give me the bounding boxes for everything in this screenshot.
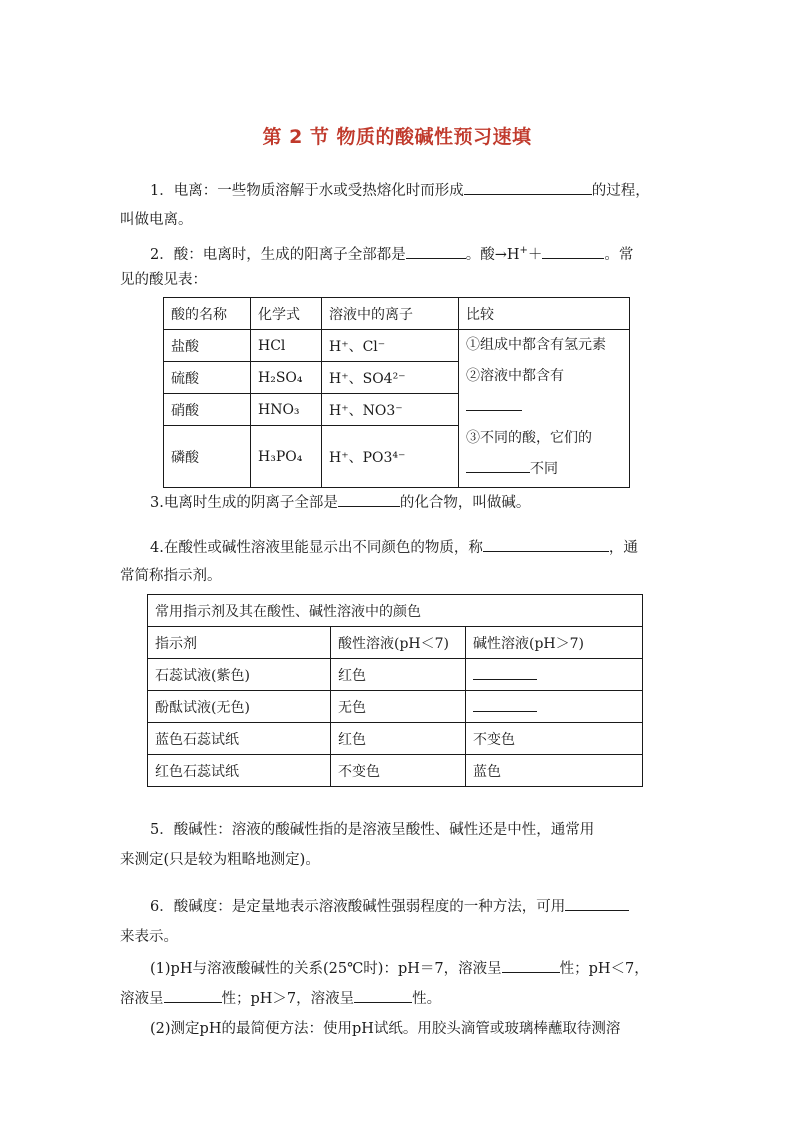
header-cell: 碱性溶液(pH＞7): [466, 627, 643, 659]
acid-color: 不变色: [331, 755, 466, 787]
indicator-name: 酚酞试液(无色): [148, 691, 331, 723]
q2-line2: 见的酸见表：: [120, 272, 207, 288]
q1-line2: 叫做电离。: [120, 212, 193, 228]
q6-s1-blank-2[interactable]: [164, 988, 222, 1003]
indicator-name: 蓝色石蕊试纸: [148, 723, 331, 755]
q2-blank-2[interactable]: [542, 244, 604, 259]
q4-text-a: 4.在酸性或碱性溶液里能显示出不同颜色的物质，称: [150, 540, 483, 556]
acid-ions: H⁺、Cl⁻: [322, 330, 459, 362]
acid-formula: HNO₃: [251, 394, 322, 426]
acid-formula: HCl: [251, 330, 322, 362]
indicator-name: 石蕊试液(紫色): [148, 659, 331, 691]
plus-sign: +: [519, 245, 528, 256]
header-cell: 溶液中的离子: [322, 298, 459, 330]
q6-line2: 来表示。: [120, 929, 178, 945]
acid-ions: H⁺、SO4²⁻: [322, 362, 459, 394]
acid-ions: H⁺、PO3⁴⁻: [322, 426, 459, 488]
base-color-blank-1[interactable]: [473, 665, 537, 680]
acid-table: [163, 297, 630, 488]
acid-name: 磷酸: [164, 426, 251, 488]
q6-text-a: 6．酸碱度：是定量地表示溶液酸碱性强弱程度的一种方法，可用: [150, 899, 566, 915]
compare-line-4-row: [466, 454, 622, 485]
q4-blank[interactable]: [483, 537, 609, 552]
compare-blank-row: [466, 392, 622, 423]
acid-color: 红色: [331, 659, 466, 691]
base-color-blank-2[interactable]: [473, 697, 537, 712]
header-cell: 比较: [459, 298, 630, 330]
q2-text-d: 。常: [604, 246, 634, 263]
compare-cell: [459, 330, 630, 488]
compare-line-2: ②溶液中都含有: [466, 368, 564, 384]
q1-text-b: 的过程，: [591, 183, 650, 199]
compare-line-3: ③不同的酸，它们的: [466, 430, 592, 446]
acid-formula: H₂SO₄: [251, 362, 322, 394]
q6-s1-text-c: 溶液呈: [120, 991, 164, 1007]
table-caption-row: [148, 595, 643, 627]
table-row: [148, 691, 643, 723]
q6-line1: [150, 896, 680, 917]
q6-s1-blank-1[interactable]: [502, 958, 560, 973]
q3-text-b: 的化合物，叫做碱。: [399, 495, 531, 511]
q2-blank-1[interactable]: [406, 244, 466, 259]
page-title: 第 2 节 物质的酸碱性预习速填: [262, 126, 532, 148]
header-cell: 指示剂: [148, 627, 331, 659]
q4-line2: 常简称指示剂。: [120, 568, 222, 584]
acid-color: 红色: [331, 723, 466, 755]
q3-text-a: 3.电离时生成的阴离子全部是: [150, 495, 338, 511]
q6-s1-text-b: 性；pH＜7，: [559, 961, 649, 977]
acid-color: 无色: [331, 691, 466, 723]
q4-line1: [150, 537, 680, 558]
acid-name: 硫酸: [164, 362, 251, 394]
compare-line-4: 不同: [530, 461, 558, 477]
q1-line1: [150, 180, 680, 201]
q2-text-c: ＋: [527, 246, 543, 263]
table-row: [148, 723, 643, 755]
base-color-cell: [466, 691, 643, 723]
acid-name: 硝酸: [164, 394, 251, 426]
table-caption: 常用指示剂及其在酸性、碱性溶液中的颜色: [148, 595, 643, 627]
q6-s1-text-a: (1)pH与溶液酸碱性的关系(25℃时)：pH＝7，溶液呈: [150, 961, 502, 977]
table-row: [148, 755, 643, 787]
compare-blank-1[interactable]: [466, 396, 522, 411]
q1-text-a: 1．电离：一些物质溶解于水或受热熔化时而形成: [150, 183, 464, 199]
q6-s1-blank-3[interactable]: [354, 988, 412, 1003]
q2-text-a: 2．酸：电离时，生成的阳离子全部都是: [150, 246, 406, 263]
q5-line1: 5．酸碱性：溶液的酸碱性指的是溶液呈酸性、碱性还是中性，通常用: [150, 822, 595, 838]
q2-line1: [150, 241, 680, 265]
acid-name: 盐酸: [164, 330, 251, 362]
q6-sub1-line1: [150, 958, 680, 979]
q6-s1-text-e: 性。: [412, 991, 442, 1007]
q6-sub1-line2: [120, 988, 680, 1009]
q4-text-b: ，通: [608, 540, 638, 556]
indicator-name: 红色石蕊试纸: [148, 755, 331, 787]
base-color-cell: [466, 659, 643, 691]
q2-text-b: 。酸→H: [465, 246, 520, 263]
q6-sub2-line1: (2)测定pH的最简便方法：使用pH试纸。用胶头滴管或玻璃棒蘸取待测溶: [150, 1021, 621, 1037]
compare-blank-2[interactable]: [466, 458, 530, 473]
table-row: [164, 330, 630, 362]
q5-line2: 来测定(只是较为粗略地测定)。: [120, 852, 320, 868]
header-cell: 酸性溶液(pH＜7): [331, 627, 466, 659]
q3-line: [150, 492, 680, 513]
compare-line-1: ①组成中都含有氢元素: [466, 337, 606, 353]
q6-blank[interactable]: [565, 896, 629, 911]
acid-ions: H⁺、NO3⁻: [322, 394, 459, 426]
indicator-table: [147, 594, 643, 787]
table-header-row: [148, 627, 643, 659]
q3-blank[interactable]: [338, 492, 400, 507]
acid-formula: H₃PO₄: [251, 426, 322, 488]
base-color: 蓝色: [466, 755, 643, 787]
table-row: [148, 659, 643, 691]
base-color: 不变色: [466, 723, 643, 755]
q6-s1-text-d: 性；pH＞7，溶液呈: [221, 991, 355, 1007]
table-header-row: [164, 298, 630, 330]
q1-blank[interactable]: [464, 180, 592, 195]
header-cell: 化学式: [251, 298, 322, 330]
header-cell: 酸的名称: [164, 298, 251, 330]
